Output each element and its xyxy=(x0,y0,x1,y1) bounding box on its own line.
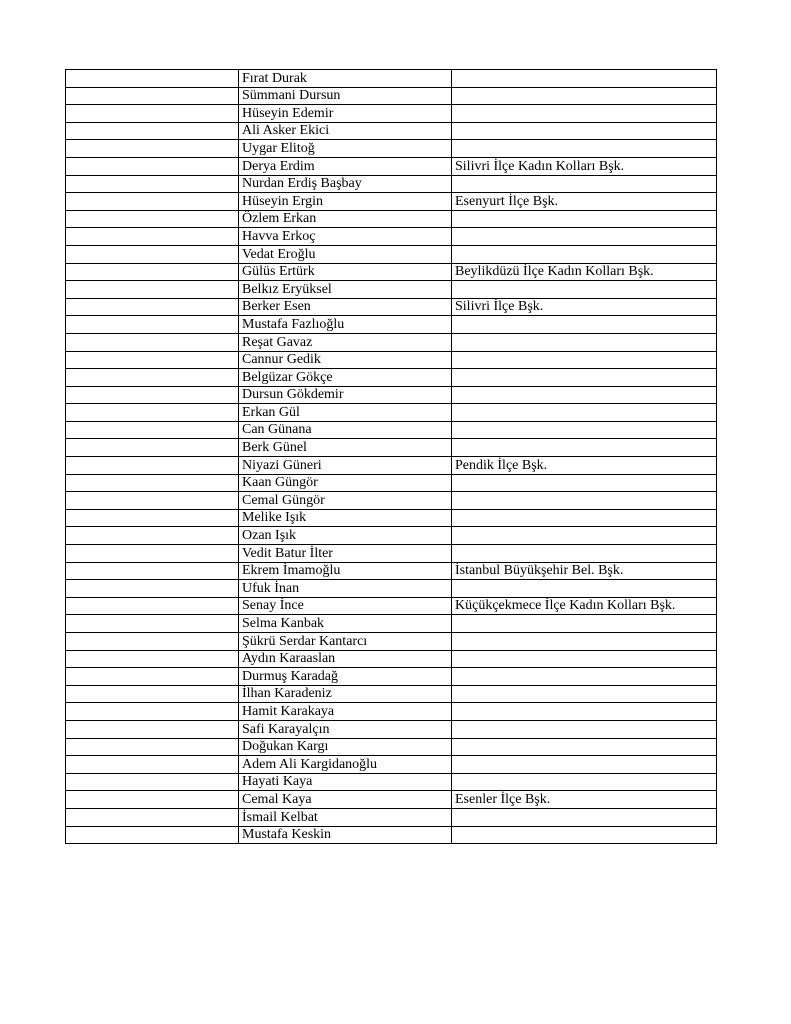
name-cell: Ekrem İmamoğlu xyxy=(239,562,452,580)
name-cell: Dursun Gökdemir xyxy=(239,386,452,404)
name-cell: Uygar Elitoğ xyxy=(239,140,452,158)
table-row xyxy=(66,175,717,193)
name-cell: Mustafa Fazlıoğlu xyxy=(239,316,452,334)
table-row xyxy=(66,580,717,598)
table-row xyxy=(66,421,717,439)
name-cell: Vedat Eroğlu xyxy=(239,245,452,263)
table-row xyxy=(66,369,717,387)
name-list-table xyxy=(65,69,717,844)
table-row xyxy=(66,791,717,809)
table-body xyxy=(66,70,717,844)
table-row xyxy=(66,633,717,651)
empty-cell xyxy=(66,650,239,668)
empty-cell xyxy=(66,333,239,351)
table-row xyxy=(66,404,717,422)
table-row xyxy=(66,351,717,369)
empty-cell xyxy=(66,193,239,211)
name-cell: Ozan Işık xyxy=(239,527,452,545)
empty-cell xyxy=(66,756,239,774)
empty-cell xyxy=(66,263,239,281)
name-cell: Erkan Gül xyxy=(239,404,452,422)
table-row xyxy=(66,281,717,299)
role-cell xyxy=(452,580,717,598)
role-cell xyxy=(452,509,717,527)
name-cell: Niyazi Güneri xyxy=(239,457,452,475)
empty-cell xyxy=(66,527,239,545)
table-row xyxy=(66,193,717,211)
empty-cell xyxy=(66,421,239,439)
name-cell: Selma Kanbak xyxy=(239,615,452,633)
role-cell xyxy=(452,650,717,668)
role-cell xyxy=(452,333,717,351)
empty-cell xyxy=(66,562,239,580)
table-row xyxy=(66,386,717,404)
name-cell: Aydın Karaaslan xyxy=(239,650,452,668)
name-cell: Hamit Karakaya xyxy=(239,703,452,721)
role-cell xyxy=(452,369,717,387)
table-row xyxy=(66,316,717,334)
empty-cell xyxy=(66,140,239,158)
empty-cell xyxy=(66,157,239,175)
empty-cell xyxy=(66,210,239,228)
name-cell: Vedit Batur İlter xyxy=(239,545,452,563)
role-cell xyxy=(452,826,717,844)
table-row xyxy=(66,703,717,721)
role-cell: Beylikdüzü İlçe Kadın Kolları Bşk. xyxy=(452,263,717,281)
name-cell: Berk Günel xyxy=(239,439,452,457)
empty-cell xyxy=(66,615,239,633)
name-cell: İlhan Karadeniz xyxy=(239,685,452,703)
table-row xyxy=(66,492,717,510)
name-cell: Melike Işık xyxy=(239,509,452,527)
table-row xyxy=(66,122,717,140)
empty-cell xyxy=(66,580,239,598)
role-cell xyxy=(452,175,717,193)
table-row xyxy=(66,650,717,668)
table-row xyxy=(66,298,717,316)
name-cell: Ali Asker Ekici xyxy=(239,122,452,140)
role-cell xyxy=(452,685,717,703)
empty-cell xyxy=(66,791,239,809)
role-cell xyxy=(452,545,717,563)
table-row xyxy=(66,157,717,175)
name-cell: Can Günana xyxy=(239,421,452,439)
empty-cell xyxy=(66,87,239,105)
role-cell: Esenyurt İlçe Bşk. xyxy=(452,193,717,211)
role-cell: Esenler İlçe Bşk. xyxy=(452,791,717,809)
role-cell xyxy=(452,633,717,651)
name-cell: Derya Erdim xyxy=(239,157,452,175)
table-row xyxy=(66,685,717,703)
name-cell: Gülüs Ertürk xyxy=(239,263,452,281)
table-row xyxy=(66,228,717,246)
role-cell xyxy=(452,439,717,457)
role-cell xyxy=(452,404,717,422)
name-cell: Cemal Güngör xyxy=(239,492,452,510)
table-row xyxy=(66,333,717,351)
empty-cell xyxy=(66,509,239,527)
name-cell: Kaan Güngör xyxy=(239,474,452,492)
name-cell: Sümmani Dursun xyxy=(239,87,452,105)
role-cell: Silivri İlçe Kadın Kolları Bşk. xyxy=(452,157,717,175)
empty-cell xyxy=(66,281,239,299)
name-cell: Şükrü Serdar Kantarcı xyxy=(239,633,452,651)
role-cell xyxy=(452,720,717,738)
role-cell xyxy=(452,70,717,88)
table-row xyxy=(66,140,717,158)
role-cell xyxy=(452,228,717,246)
empty-cell xyxy=(66,439,239,457)
empty-cell xyxy=(66,70,239,88)
name-cell: Safi Karayalçın xyxy=(239,720,452,738)
empty-cell xyxy=(66,720,239,738)
table-row xyxy=(66,245,717,263)
table-row xyxy=(66,738,717,756)
name-cell: Reşat Gavaz xyxy=(239,333,452,351)
role-cell xyxy=(452,703,717,721)
name-cell: Hüseyin Edemir xyxy=(239,105,452,123)
role-cell xyxy=(452,492,717,510)
empty-cell xyxy=(66,474,239,492)
name-cell: İsmail Kelbat xyxy=(239,808,452,826)
role-cell xyxy=(452,210,717,228)
empty-cell xyxy=(66,668,239,686)
role-cell xyxy=(452,105,717,123)
role-cell xyxy=(452,281,717,299)
table-row xyxy=(66,439,717,457)
name-cell: Doğukan Kargı xyxy=(239,738,452,756)
empty-cell xyxy=(66,773,239,791)
empty-cell xyxy=(66,351,239,369)
empty-cell xyxy=(66,633,239,651)
name-cell: Havva Erkoç xyxy=(239,228,452,246)
role-cell xyxy=(452,316,717,334)
name-cell: Belkız Eryüksel xyxy=(239,281,452,299)
name-cell: Durmuş Karadağ xyxy=(239,668,452,686)
role-cell xyxy=(452,527,717,545)
empty-cell xyxy=(66,597,239,615)
empty-cell xyxy=(66,369,239,387)
table-row xyxy=(66,773,717,791)
empty-cell xyxy=(66,685,239,703)
table-row xyxy=(66,826,717,844)
empty-cell xyxy=(66,175,239,193)
empty-cell xyxy=(66,457,239,475)
empty-cell xyxy=(66,245,239,263)
role-cell: Silivri İlçe Bşk. xyxy=(452,298,717,316)
table-row xyxy=(66,474,717,492)
table-row xyxy=(66,263,717,281)
table-row xyxy=(66,527,717,545)
role-cell xyxy=(452,773,717,791)
table-row xyxy=(66,720,717,738)
empty-cell xyxy=(66,228,239,246)
empty-cell xyxy=(66,404,239,422)
name-cell: Nurdan Erdiş Başbay xyxy=(239,175,452,193)
name-cell: Senay İnce xyxy=(239,597,452,615)
role-cell xyxy=(452,474,717,492)
empty-cell xyxy=(66,122,239,140)
name-cell: Belgüzar Gökçe xyxy=(239,369,452,387)
name-cell: Ufuk İnan xyxy=(239,580,452,598)
name-cell: Cannur Gedik xyxy=(239,351,452,369)
table-row xyxy=(66,597,717,615)
name-cell: Hayati Kaya xyxy=(239,773,452,791)
role-cell: İstanbul Büyükşehir Bel. Bşk. xyxy=(452,562,717,580)
role-cell xyxy=(452,756,717,774)
empty-cell xyxy=(66,826,239,844)
role-cell xyxy=(452,615,717,633)
name-cell: Berker Esen xyxy=(239,298,452,316)
role-cell: Küçükçekmece İlçe Kadın Kolları Bşk. xyxy=(452,597,717,615)
name-cell: Adem Ali Kargidanoğlu xyxy=(239,756,452,774)
role-cell xyxy=(452,351,717,369)
role-cell xyxy=(452,122,717,140)
role-cell xyxy=(452,668,717,686)
table-row xyxy=(66,562,717,580)
role-cell xyxy=(452,738,717,756)
empty-cell xyxy=(66,703,239,721)
table-row xyxy=(66,509,717,527)
table-row xyxy=(66,210,717,228)
empty-cell xyxy=(66,386,239,404)
name-cell: Özlem Erkan xyxy=(239,210,452,228)
role-cell xyxy=(452,245,717,263)
table-row xyxy=(66,87,717,105)
table-row xyxy=(66,70,717,88)
role-cell xyxy=(452,386,717,404)
role-cell: Pendik İlçe Bşk. xyxy=(452,457,717,475)
role-cell xyxy=(452,808,717,826)
name-cell: Mustafa Keskin xyxy=(239,826,452,844)
role-cell xyxy=(452,140,717,158)
name-cell: Fırat Durak xyxy=(239,70,452,88)
role-cell xyxy=(452,87,717,105)
table-row xyxy=(66,105,717,123)
empty-cell xyxy=(66,298,239,316)
table-row xyxy=(66,615,717,633)
empty-cell xyxy=(66,105,239,123)
role-cell xyxy=(452,421,717,439)
empty-cell xyxy=(66,545,239,563)
empty-cell xyxy=(66,808,239,826)
name-cell: Hüseyin Ergin xyxy=(239,193,452,211)
empty-cell xyxy=(66,316,239,334)
empty-cell xyxy=(66,492,239,510)
empty-cell xyxy=(66,738,239,756)
table-row xyxy=(66,545,717,563)
name-cell: Cemal Kaya xyxy=(239,791,452,809)
table-row xyxy=(66,457,717,475)
table-row xyxy=(66,756,717,774)
table-row xyxy=(66,668,717,686)
table-row xyxy=(66,808,717,826)
